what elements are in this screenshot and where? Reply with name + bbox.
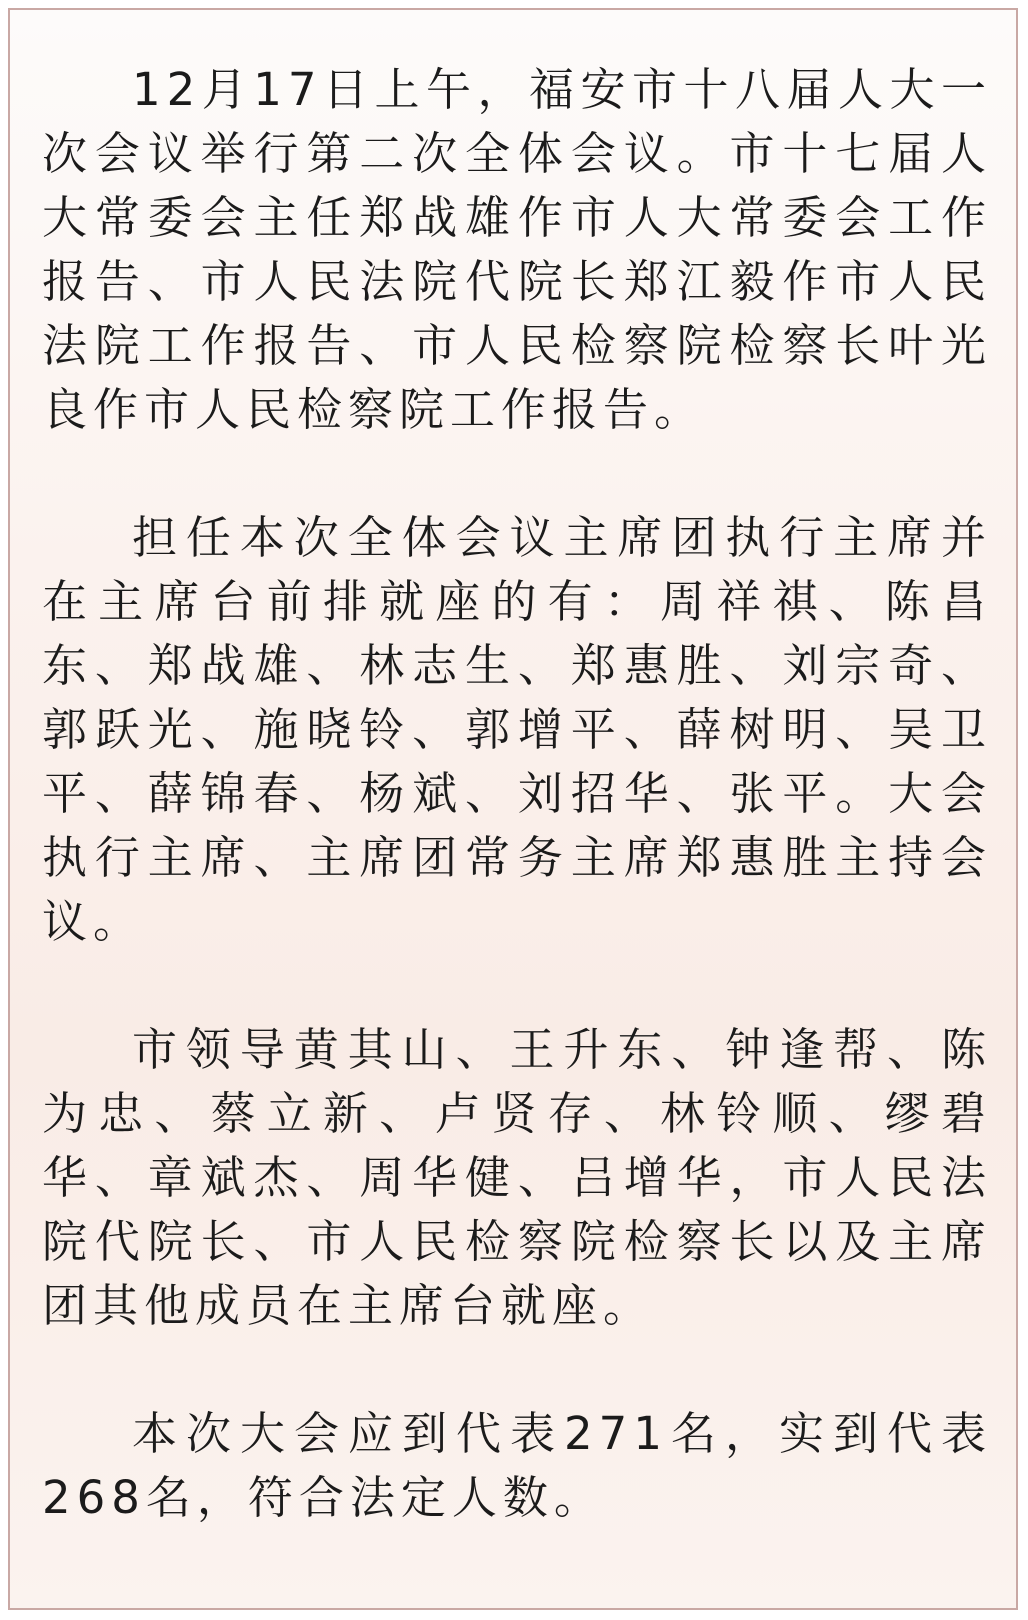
- article-paragraph: 担任本次全体会议主席团执行主席并在主席台前排就座的有：周祥祺、陈昌东、郑战雄、林志生、郑惠胜、刘宗奇、郭跃光、施晓铃、郭增平、薛树明、吴卫平、薛锦春、杨斌、刘招华、张平。大会执行主席、主席团常务主席郑惠胜主持会议。: [42, 511, 992, 948]
- article-frame: [8, 8, 1018, 1610]
- article-paragraph: 市领导黄其山、王升东、钟逢帮、陈为忠、蔡立新、卢贤存、林铃顺、缪碧华、章斌杰、周华健、吕增华，市人民法院代院长、市人民检察院检察长以及主席团其他成员在主席台就座。: [42, 1023, 992, 1332]
- article-body: [42, 58, 992, 1530]
- article-paragraph: 12月17日上午，福安市十八届人大一次会议举行第二次全体会议。市十七届人大常委会主任郑战雄作市人大常委会工作报告、市人民法院代院长郑江毅作市人民法院工作报告、市人民检察院检察长叶光良作市人民检察院工作报告。: [42, 63, 992, 436]
- article-paragraph: 本次大会应到代表271名，实到代表268名，符合法定人数。: [42, 1407, 992, 1524]
